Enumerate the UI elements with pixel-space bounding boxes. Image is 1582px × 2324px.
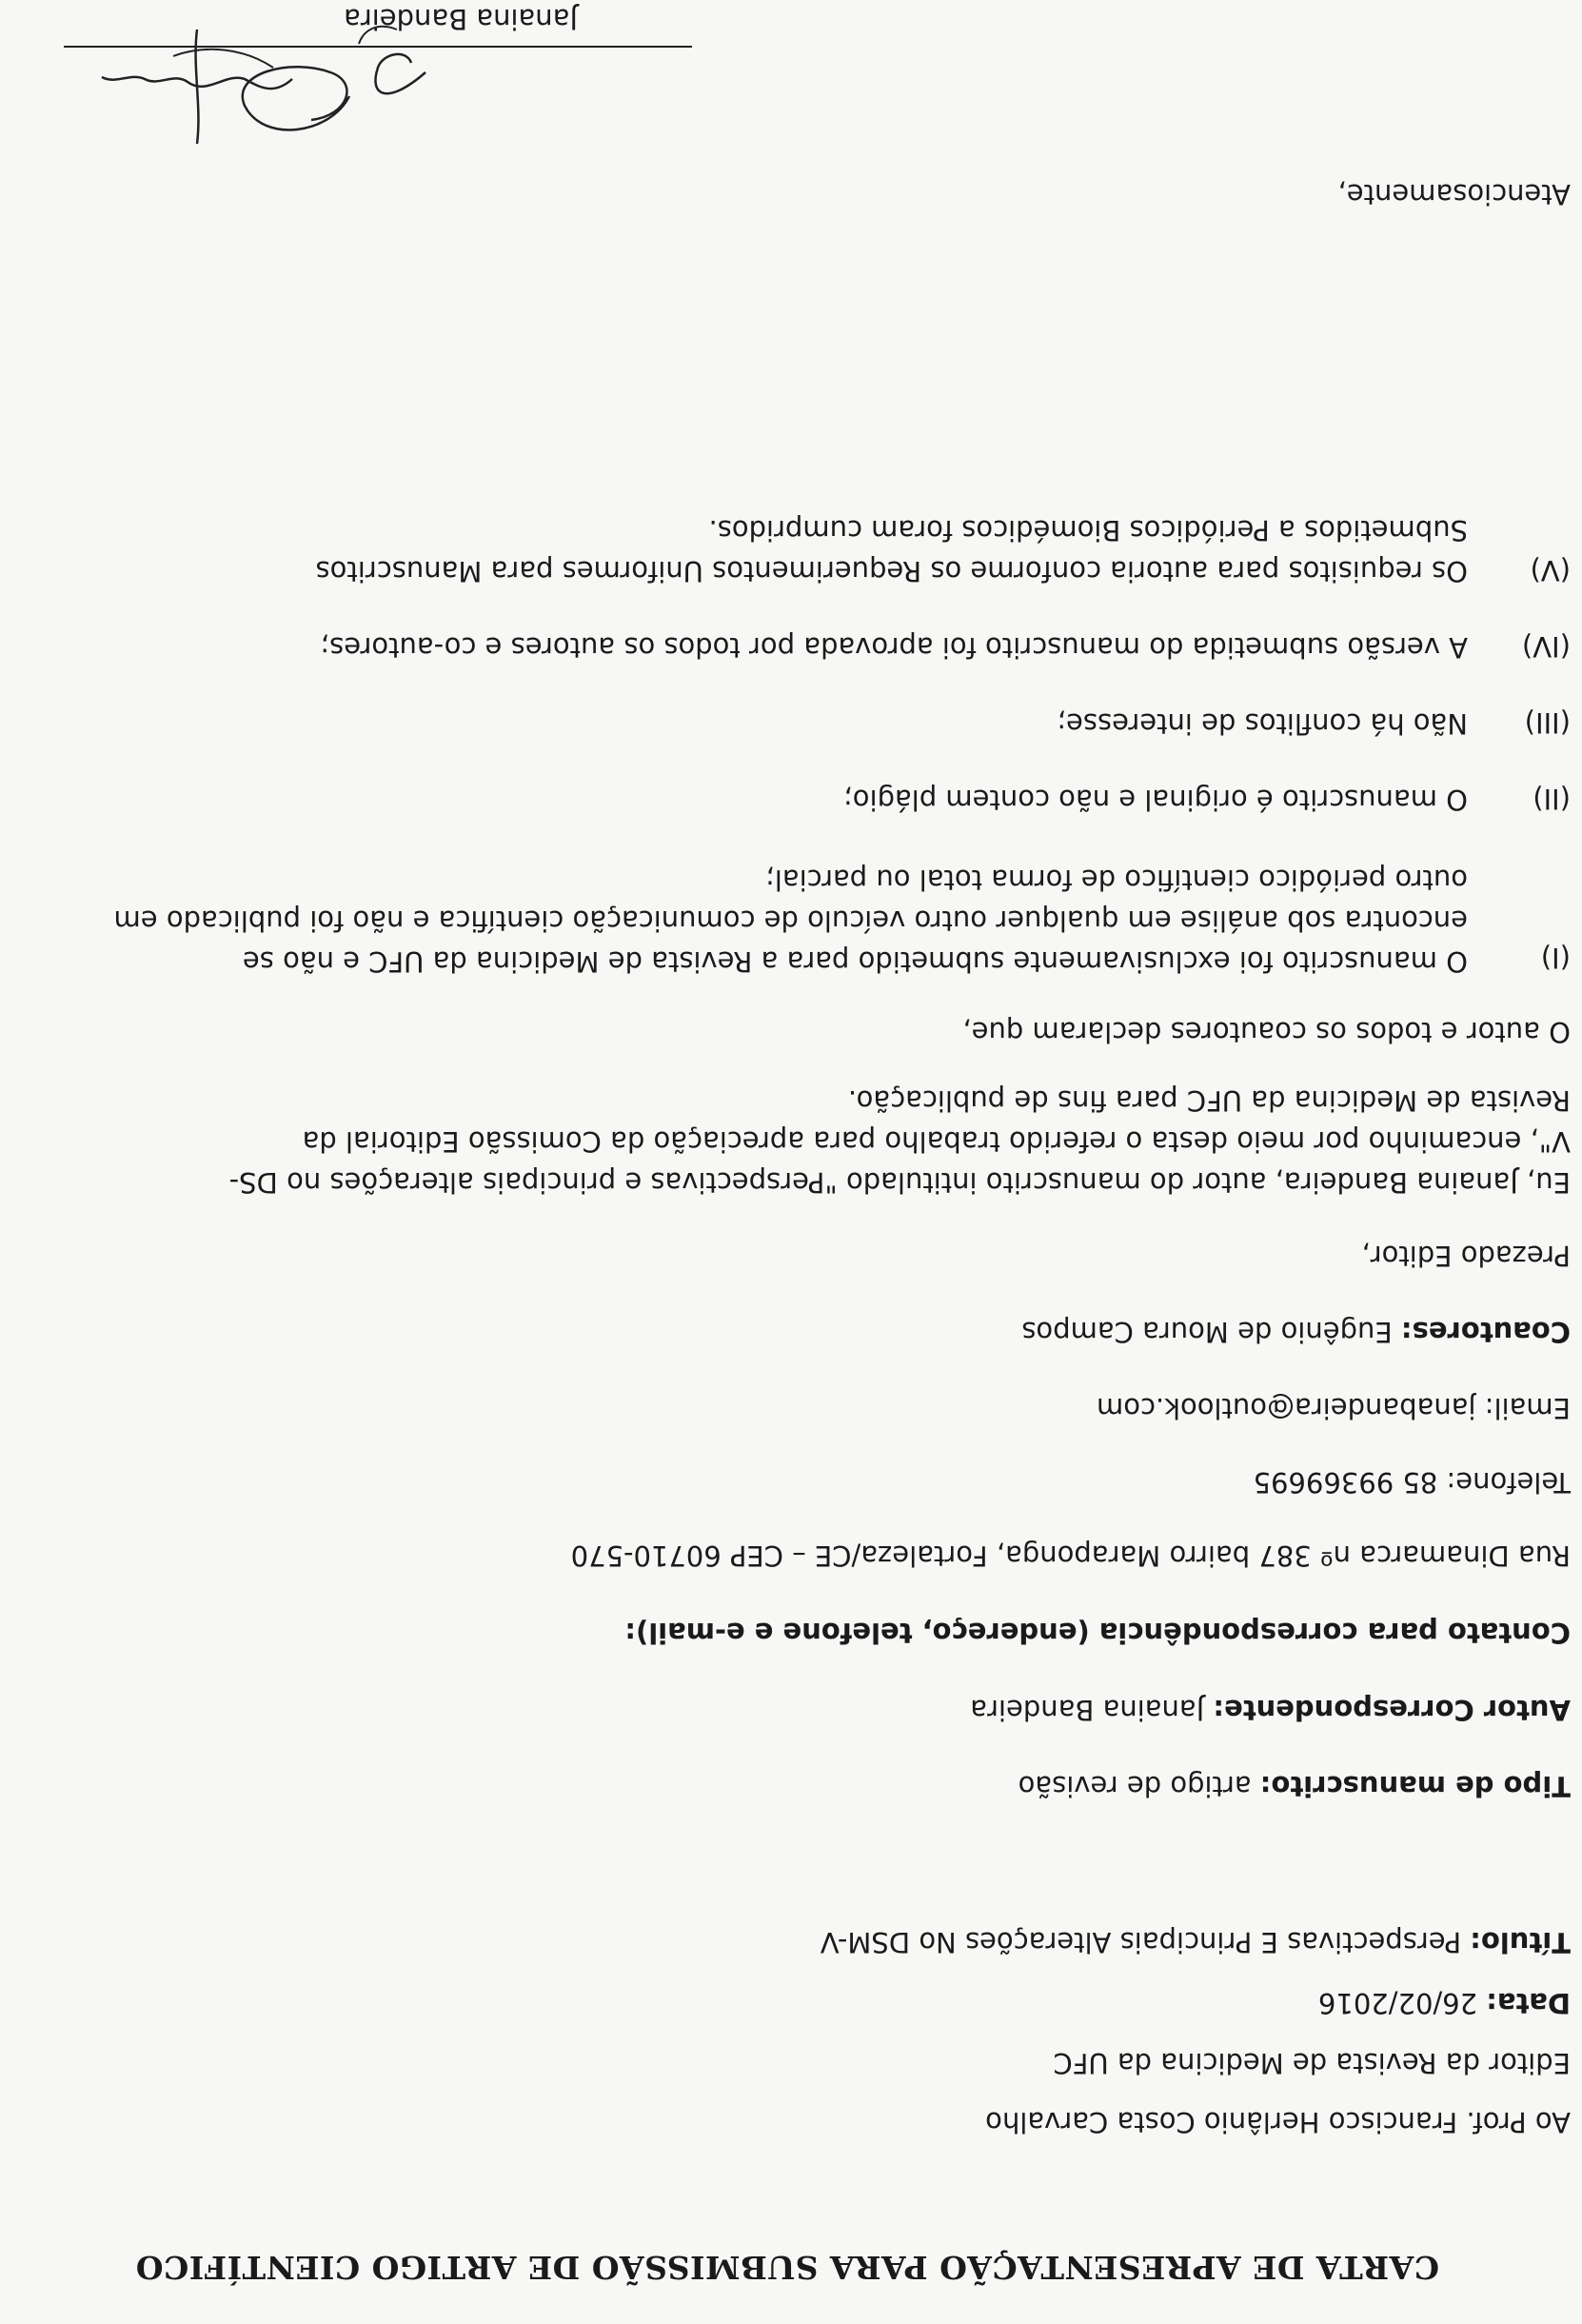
declaration-line: Não há conflitos de interesse; — [1057, 707, 1468, 740]
titulo-line — [17, 1926, 1571, 1958]
closing-line: Atenciosamente, — [1337, 178, 1571, 210]
editor-line: Editor da Revista de Medicina da UFC — [1053, 2047, 1571, 2079]
addressee-line: Ao Prof. Francisco Herlânio Costa Carvalho — [985, 2106, 1571, 2138]
declaration-number: (V) — [1530, 554, 1571, 586]
declaration-number: (III) — [1524, 706, 1571, 739]
coautores-line — [17, 1316, 1571, 1348]
autor-label: Autor Correspondente: — [1213, 1694, 1571, 1726]
declaration-number: (I) — [1540, 942, 1571, 974]
tipo-label: Tipo de manuscrito: — [1259, 1770, 1571, 1802]
coautores-label: Coautores: — [1400, 1316, 1571, 1348]
tipo-line — [17, 1770, 1571, 1802]
declare-intro: O autor e todos os coautores declaram que, — [962, 1016, 1571, 1048]
body-line: V", encaminho por meio desta o referido trabalho para apreciação da Comissão Editorial da — [302, 1125, 1571, 1158]
declaration-item — [17, 859, 1468, 982]
declaration-item — [17, 509, 1468, 591]
document-title: CARTA DE APRESENTAÇÃO PARA SUBMISSÃO DE ARTIGO CIENTÍFICO — [135, 2249, 1439, 2286]
date-line — [17, 1987, 1571, 2019]
declaration-line: outro periódico científico de forma total ou parcial; — [765, 864, 1468, 896]
date-value: 26/02/2016 — [1317, 1987, 1487, 2019]
telefone-line: Telefone: 85 99369695 — [1253, 1466, 1571, 1499]
body-line: Eu, Janaina Bandeira, autor do manuscrito intitulado "Perspectivas e principais alterações no DS- — [228, 1166, 1571, 1199]
coautores-value: Eugênio de Moura Campos — [1021, 1316, 1401, 1348]
signature-name: Janaina Bandeira — [344, 3, 578, 35]
titulo-value: Perspectivas E Principais Alterações No DSM-V — [820, 1926, 1471, 1958]
contato-heading: Contato para correspondência (endereço, telefone e e-mail): — [624, 1617, 1571, 1649]
titulo-label: Título: — [1470, 1926, 1571, 1958]
declaration-line: encontra sob análise em qualquer outro veículo de comunicação científica e não foi publicado em — [113, 904, 1468, 937]
declaration-number: (II) — [1533, 783, 1571, 815]
autor-line — [17, 1694, 1571, 1726]
declaration-line: O manuscrito é original e não contem plágio; — [843, 784, 1468, 816]
declaration-line: O manuscrito foi exclusivamente submetido para a Revista de Medicina da UFC e não se — [242, 945, 1468, 978]
tipo-value: artigo de revisão — [1018, 1770, 1260, 1802]
declaration-line: Os requisitos para autoria conforme os Requerimentos Uniformes para Manuscritos — [315, 555, 1468, 587]
email-line: Email: janabandeira@outlook.com — [1097, 1392, 1571, 1424]
date-label: Data: — [1486, 1987, 1571, 2019]
body-line: Revista de Medicina da UFC para fins de publicação. — [847, 1084, 1571, 1117]
handwritten-signature — [64, 20, 692, 163]
declaration-item — [17, 703, 1468, 744]
declaration-line: A versão submetida do manuscrito foi aprovada por todos os autores e co-autores; — [320, 631, 1468, 664]
greeting-line: Prezado Editor, — [1361, 1240, 1571, 1272]
declaration-item — [17, 779, 1468, 820]
autor-value: Janaina Bandeira — [970, 1694, 1214, 1726]
declaration-line: Submetidos a Periódicos Biomédicos foram cumpridos. — [708, 514, 1468, 546]
declaration-number: (IV) — [1521, 630, 1571, 663]
address-line: Rua Dinamarca nº 387 bairro Maraponga, Fortaleza/CE – CEP 60710-570 — [570, 1539, 1571, 1572]
declaration-item — [17, 626, 1468, 667]
